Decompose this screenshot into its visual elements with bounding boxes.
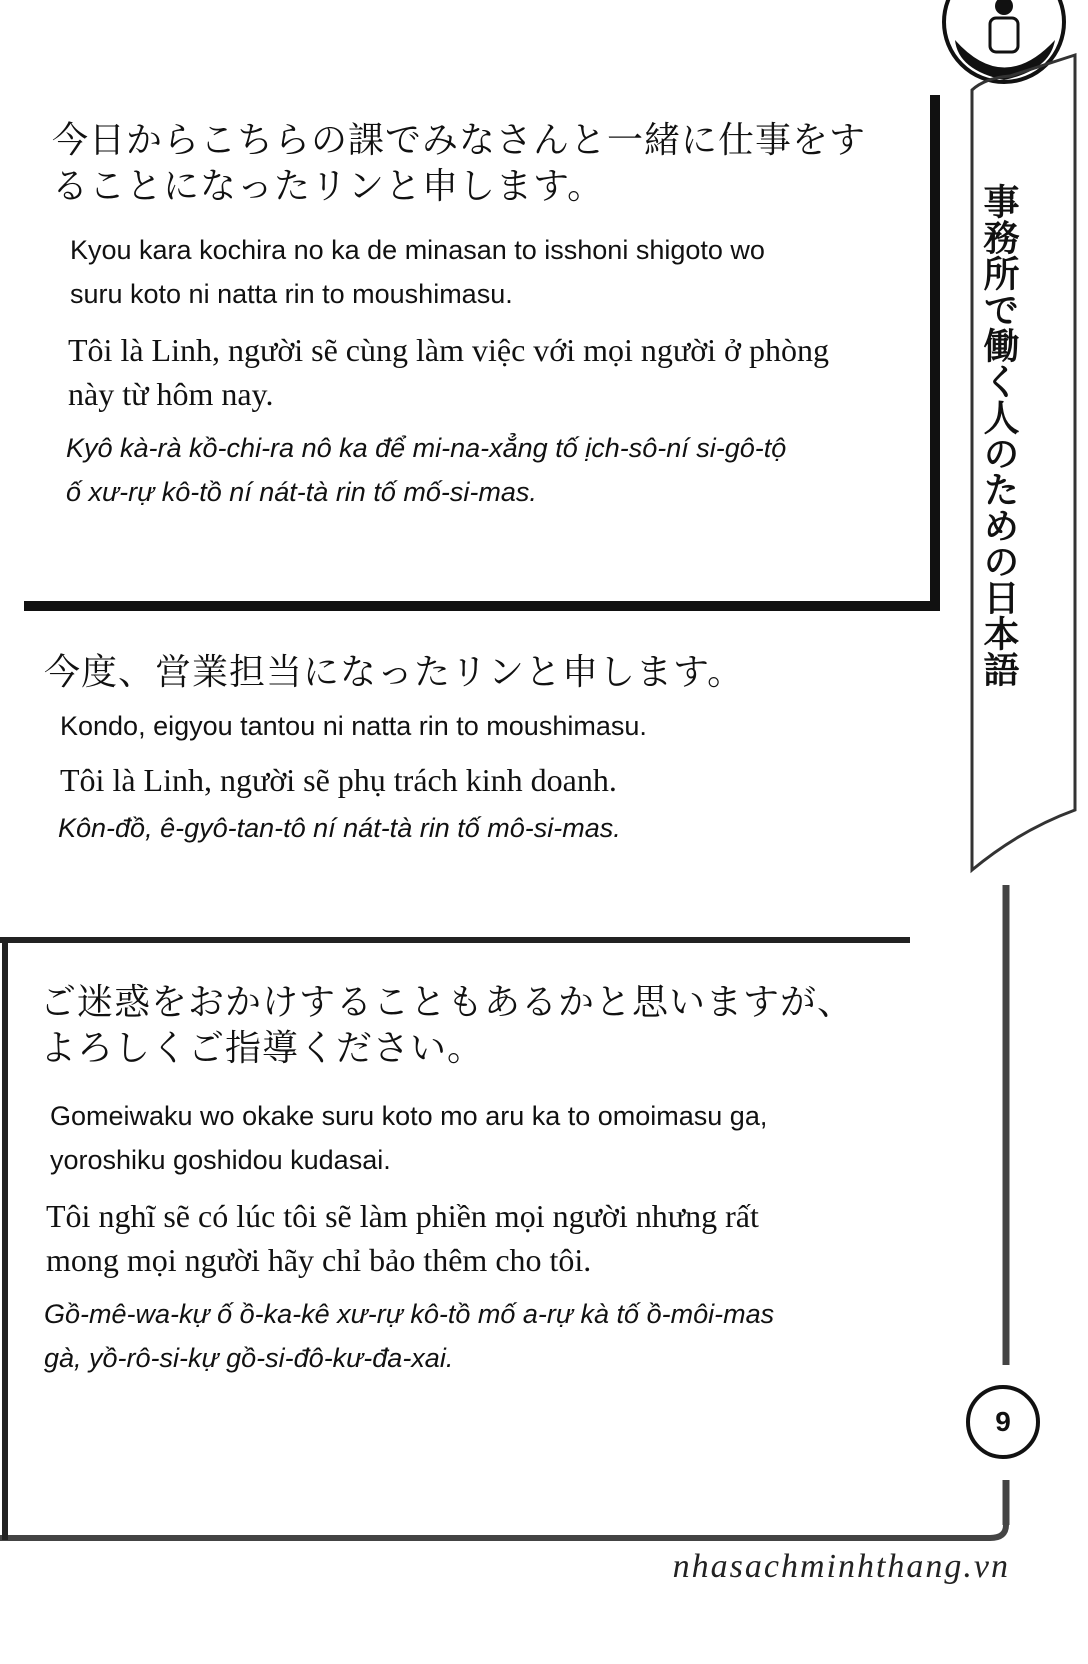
page-number: 9: [966, 1385, 1040, 1459]
vietnamese-translation: Tôi nghĩ sẽ có lúc tôi sẽ làm phiền mọi người nhưng rất mong mọi người hãy chỉ bảo thêm cho tôi.: [46, 1198, 759, 1278]
vietnamese-translation: Tôi là Linh, người sẽ cùng làm việc với mọi người ở phòng này từ hôm nay.: [68, 332, 829, 412]
romaji-reading: Kondo, eigyou tantou ni natta rin to moushimasu.: [60, 711, 647, 741]
mascot-icon: [944, 0, 1064, 82]
phrase-block-3: [40, 980, 920, 1380]
phrase-block-1: [52, 118, 932, 514]
vietnamese-pronunciation: Kôn-đồ, ê-gyô-tan-tô ní nát-tà rin tố mô-si-mas.: [58, 813, 621, 843]
romaji-reading: Gomeiwaku wo okake suru koto mo aru ka to omoimasu ga, yoroshiku goshidou kudasai.: [50, 1101, 768, 1175]
vietnamese-pronunciation: Gồ-mê-wa-kự ố ồ-ka-kê xư-rự kô-tồ mố a-rự kà tố ồ-môi-mas gà, yồ-rô-si-kự gồ-si-đô-kư-đa-xai.: [44, 1299, 775, 1373]
bottom-corner: [0, 1525, 1006, 1538]
japanese-sentence: ご迷惑をおかけすることもあるかと思いますが、 よろしくご指導ください。: [40, 982, 855, 1069]
vietnamese-pronunciation: Kyô kà-rà kồ-chi-ra nô ka để mi-na-xẳng tố ịch-sô-ní si-gô-tộ ố xư-rự kô-tồ ní nát-tà rin tố mố-si-mas.: [66, 433, 787, 507]
vietnamese-translation: Tôi là Linh, người sẽ phụ trách kinh doanh.: [60, 762, 617, 798]
publisher-site: nhasachminhthang.vn: [672, 1548, 1010, 1585]
romaji-reading: Kyou kara kochira no ka de minasan to isshoni shigoto wo suru koto ni natta rin to moushimasu.: [70, 235, 765, 309]
phrase-block-2: [44, 650, 924, 850]
chapter-side-title: 事務所で働く人のための日本語: [978, 183, 1020, 687]
japanese-sentence: 今日からこちらの課でみなさんと一緒に仕事をす ることになったリンと申します。: [52, 120, 867, 207]
japanese-sentence: 今度、営業担当になったリンと申します。: [44, 652, 745, 693]
